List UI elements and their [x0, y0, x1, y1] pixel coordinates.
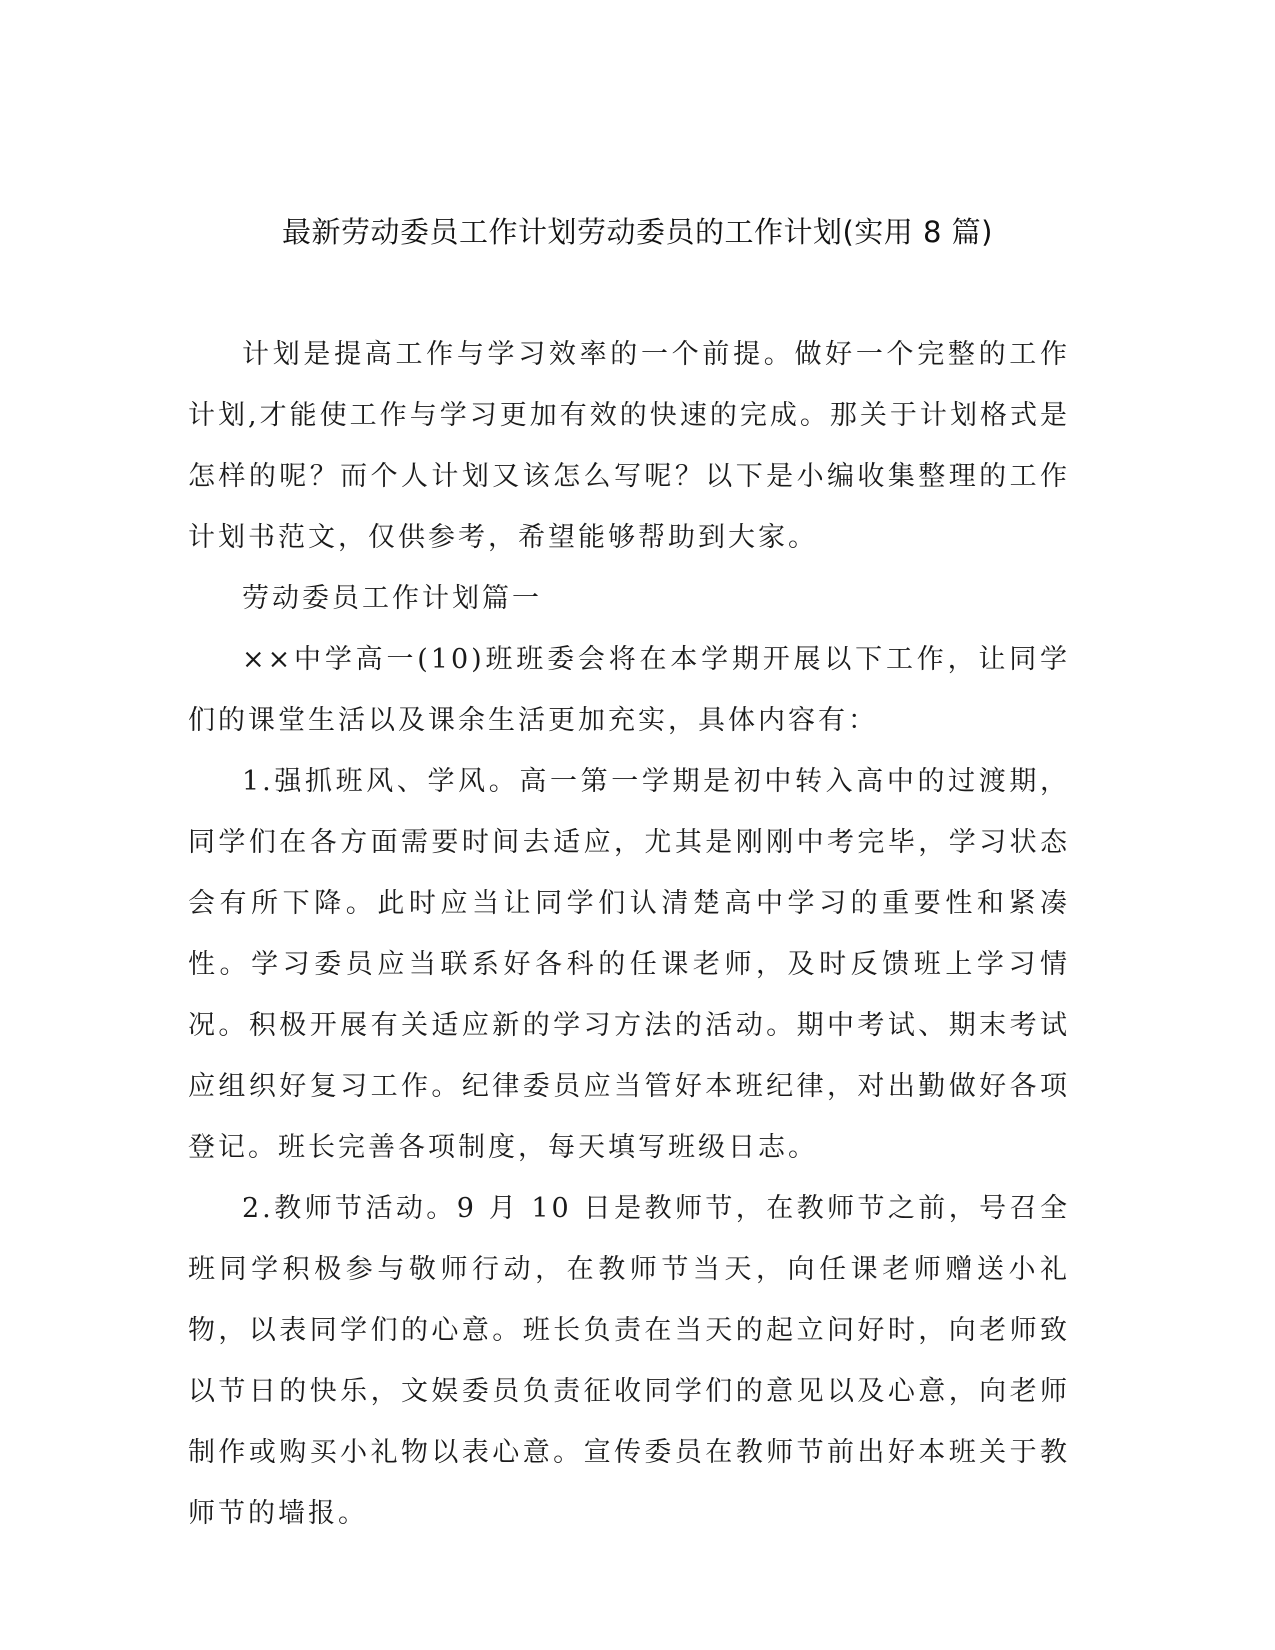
intro-paragraph: 计划是提高工作与学习效率的一个前提。做好一个完整的工作计划,才能使工作与学习更加有效的快速的完成。那关于计划格式是怎样的呢？而个人计划又该怎么写呢？以下是小编收集整理的工作计划书范文，仅供参考，希望能够帮助到大家。: [188, 339, 1070, 553]
document-title: 最新劳动委员工作计划劳动委员的工作计划(实用 8 篇): [281, 215, 994, 249]
body-paragraph: ××中学高一(10)班班委会将在本学期开展以下工作，让同学们的课堂生活以及课余生活更加充实，具体内容有：: [188, 644, 1070, 736]
section-heading: 劳动委员工作计划篇一: [242, 583, 542, 614]
document-body: [188, 324, 1070, 1544]
list-item-paragraph: 2.教师节活动。9 月 10 日是教师节，在教师节之前，号召全班同学积极参与敬师行动，在教师节当天，向任课老师赠送小礼物，以表同学们的心意。班长负责在当天的起立问好时，向老师致以节日的快乐，文娱委员负责征收同学们的意见以及心意，向老师制作或购买小礼物以表心意。宣传委员在教师节前出好本班关于教师节的墙报。: [188, 1193, 1070, 1529]
list-item-paragraph: 1.强抓班风、学风。高一第一学期是初中转入高中的过渡期，同学们在各方面需要时间去适应，尤其是刚刚中考完毕，学习状态会有所下降。此时应当让同学们认清楚高中学习的重要性和紧凑性。学习委员应当联系好各科的任课老师，及时反馈班上学习情况。积极开展有关适应新的学习方法的活动。期中考试、期末考试应组织好复习工作。纪律委员应当管好本班纪律，对出勤做好各项登记。班长完善各项制度，每天填写班级日志。: [188, 766, 1070, 1163]
